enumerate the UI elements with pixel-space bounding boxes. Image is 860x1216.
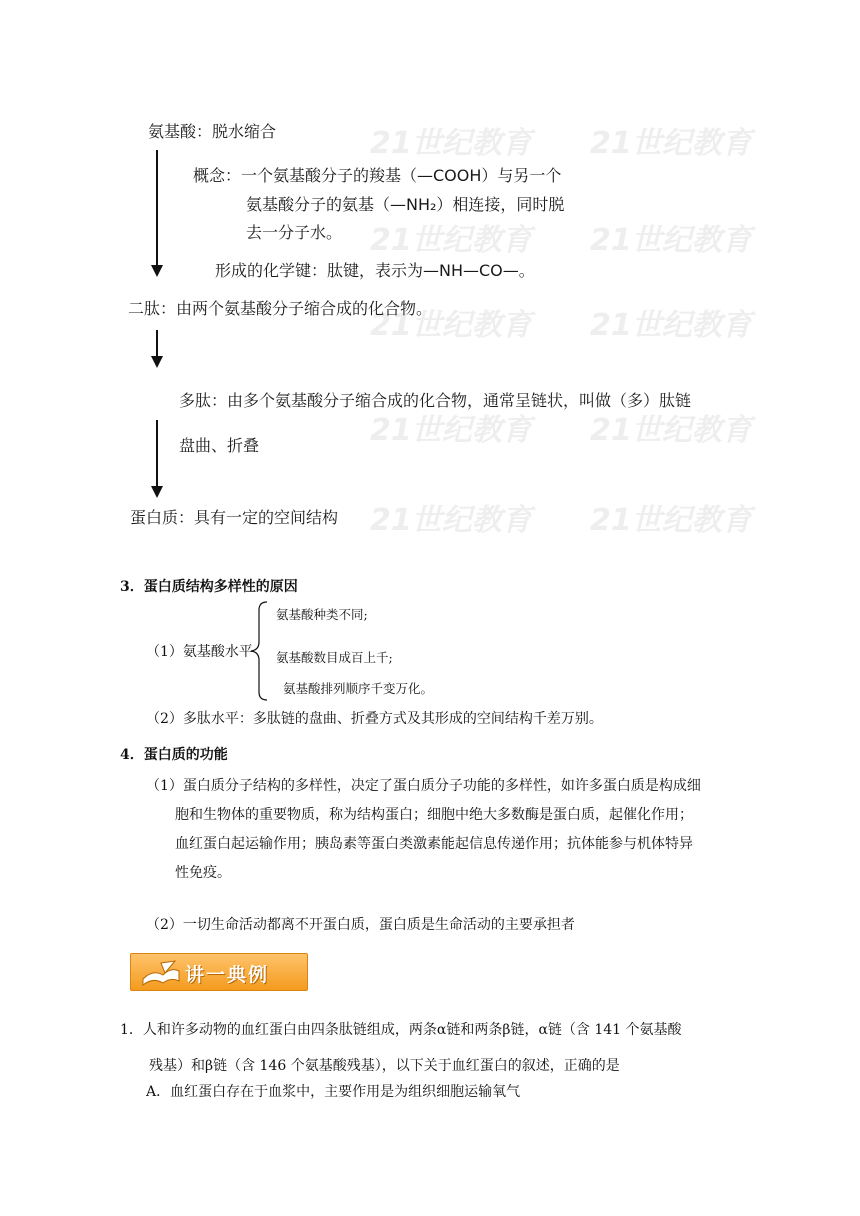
section-3-heading: 3．蛋白质结构多样性的原因 [120, 579, 298, 595]
book-quill-icon [141, 959, 181, 987]
brace-item: 氨基酸排列顺序千变万化。 [283, 681, 434, 696]
option-a[interactable]: A．血红蛋白存在于血浆中，主要作用是为组织细胞运输氧气 [146, 1084, 521, 1100]
watermark-text: 21世纪教育 [370, 126, 532, 161]
section-4-heading: 4．蛋白质的功能 [120, 747, 228, 763]
arrow-shaft [156, 420, 158, 488]
polypeptide-level: （2）多肽水平：多肽链的盘曲、折叠方式及其形成的空间结构千差万别。 [146, 711, 603, 727]
stage-protein: 蛋白质：具有一定的空间结构 [130, 508, 339, 527]
arrow-shaft [156, 330, 158, 358]
paragraph-line: 性免疫。 [175, 865, 231, 881]
paragraph-line: 血红蛋白起运输作用；胰岛素等蛋白类激素能起信息传递作用；抗体能参与机体特异 [175, 836, 693, 852]
stage-polypeptide: 多肽：由多个氨基酸分子缩合成的化合物，通常呈链状，叫做（多）肽链 [179, 391, 692, 410]
arrow-shaft [156, 150, 158, 265]
question-line: 残基）和β链（含 146 个氨基酸残基），以下关于血红蛋白的叙述，正确的是 [149, 1058, 620, 1074]
paragraph-line: （1）蛋白质分子结构的多样性，决定了蛋白质分子功能的多样性，如许多蛋白质是构成细 [146, 778, 701, 794]
watermark-text: 21世纪教育 [370, 413, 532, 448]
watermark-text: 21世纪教育 [590, 413, 752, 448]
watermark-text: 21世纪教育 [590, 308, 752, 343]
amino-acid-level-label: （1）氨基酸水平 [146, 644, 253, 660]
watermark-text: 21世纪教育 [370, 503, 532, 538]
watermark-text: 21世纪教育 [370, 308, 532, 343]
watermark-text: 21世纪教育 [370, 223, 532, 258]
arrow-down-icon [151, 486, 163, 498]
concept-line-2: 氨基酸分子的氨基（—NH₂）相连接，同时脱 [246, 195, 565, 214]
function-item-1 [146, 772, 701, 888]
fold-note: 盘曲、折叠 [179, 436, 260, 455]
arrow-down-icon [151, 265, 163, 277]
banner-label: 讲一典例 [185, 964, 270, 986]
stage-dipeptide: 二肽：由两个氨基酸分子缩合成的化合物。 [128, 299, 433, 318]
brace-item: 氨基酸数目成百上千; [276, 650, 393, 665]
watermark-text: 21世纪教育 [590, 503, 752, 538]
watermark-text: 21世纪教育 [590, 126, 752, 161]
example-question [120, 1010, 682, 1082]
question-line: 1．人和许多动物的血红蛋白由四条肽链组成，两条α链和两条β链，α链（含 141 个氨基酸 [120, 1022, 682, 1038]
arrow-down-icon [151, 356, 163, 368]
stage-amino-acid: 氨基酸：脱水缩合 [148, 122, 277, 141]
watermark-text: 21世纪教育 [590, 223, 752, 258]
concept-line-3: 去一分子水。 [246, 223, 343, 242]
chem-bond-note: 形成的化学键：肽键，表示为—NH—CO—。 [215, 261, 535, 280]
function-item-2: （2）一切生命活动都离不开蛋白质，蛋白质是生命活动的主要承担者 [146, 917, 575, 933]
paragraph-line: 胞和生物体的重要物质，称为结构蛋白；细胞中绝大多数酶是蛋白质，起催化作用； [175, 807, 693, 823]
concept-line-1: 概念：一个氨基酸分子的羧基（—COOH）与另一个 [193, 166, 562, 185]
example-banner [130, 953, 308, 991]
brace-item: 氨基酸种类不同; [276, 607, 368, 622]
brace-icon [247, 600, 269, 702]
